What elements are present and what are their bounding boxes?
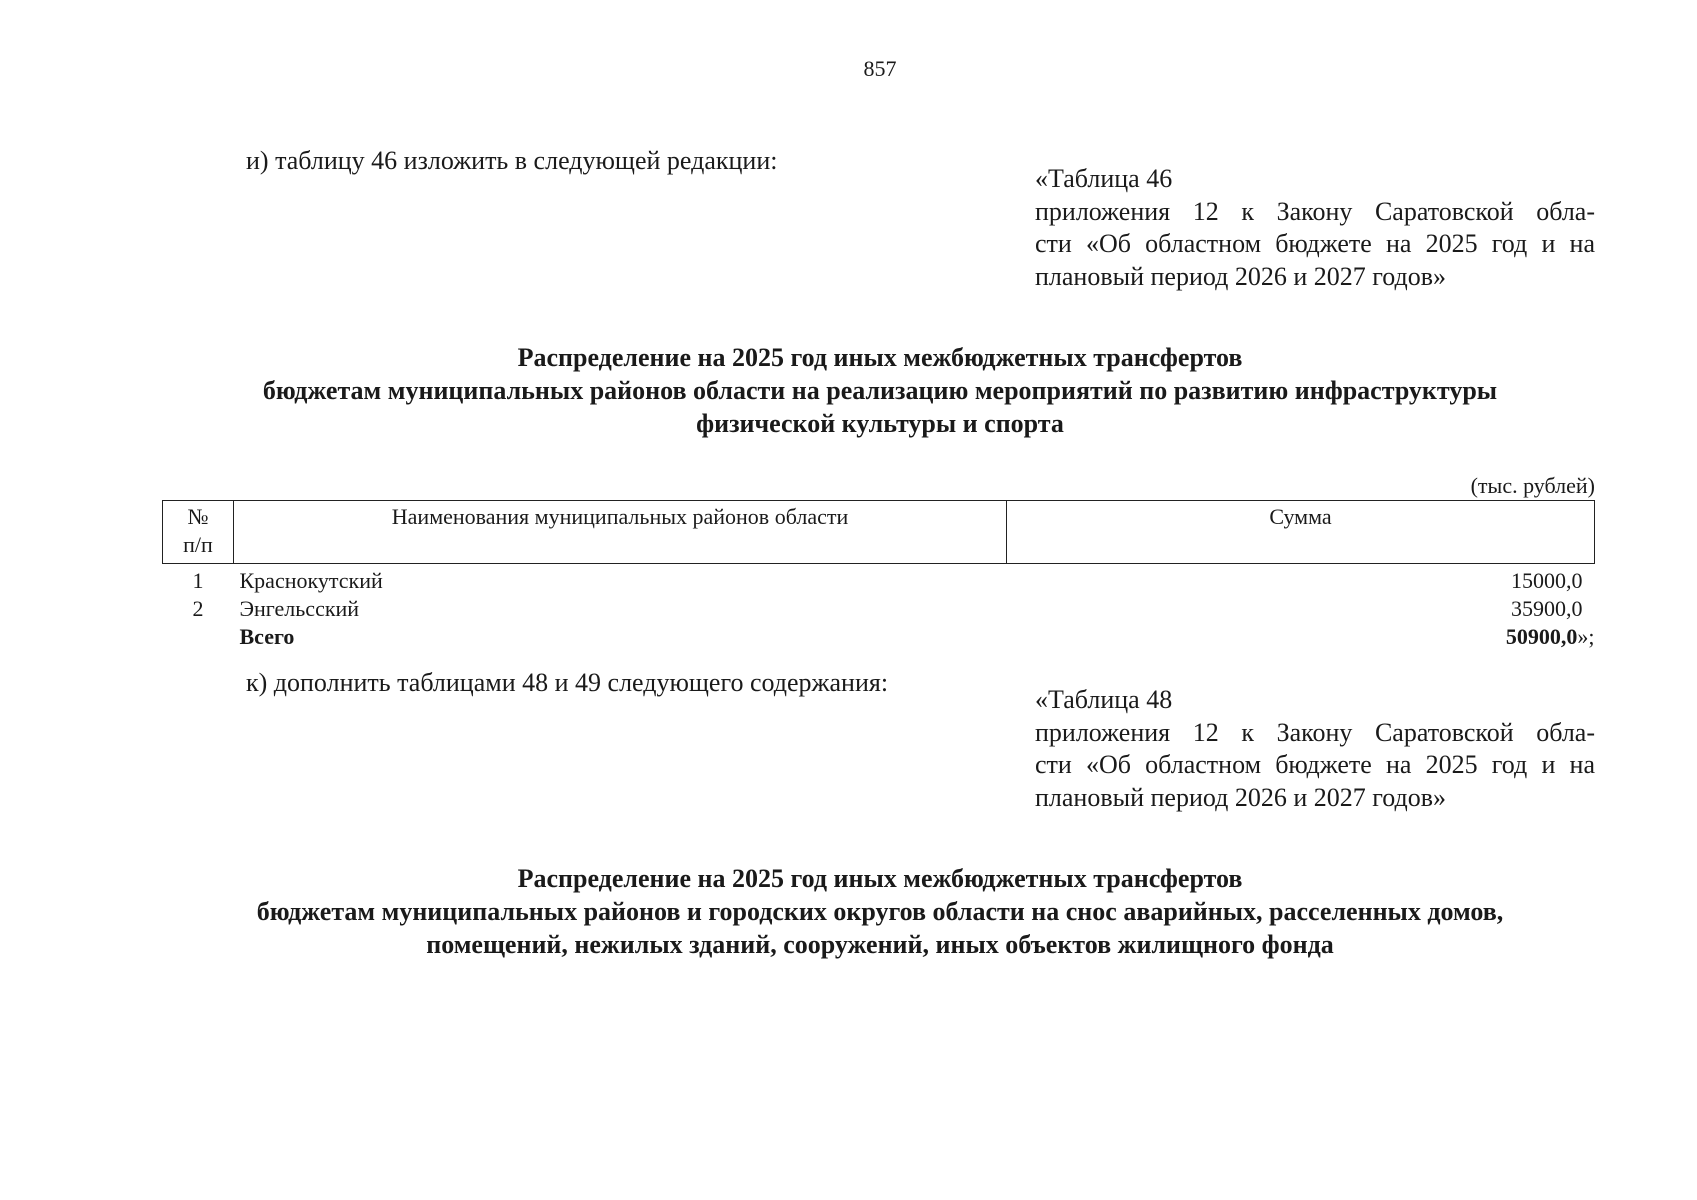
district-name: Краснокутский: [239, 568, 383, 593]
header-number-symbol: №: [187, 504, 209, 529]
row-number: 1: [192, 568, 204, 593]
appendix-note-table-46: [1035, 163, 1595, 293]
heading-line: бюджетам муниципальных районов и городских округов области на снос аварийных, расселенных домов,: [256, 897, 1504, 926]
total-number-cell: [163, 623, 234, 651]
district-sum: 35900,0: [1511, 596, 1583, 621]
heading-line: Распределение на 2025 год иных межбюджетных трансфертов: [517, 343, 1243, 372]
table-row: [163, 595, 1595, 623]
appendix-table-label: «Таблица 48: [1035, 685, 1173, 714]
heading-line: помещений, нежилых зданий, сооружений, иных объектов жилищного фонда: [426, 930, 1334, 959]
appendix-table-label: «Таблица 46: [1035, 164, 1173, 193]
header-number-abbr: п/п: [183, 532, 213, 557]
table-48-heading: [0, 862, 1697, 961]
district-name: Энгельсский: [239, 596, 360, 621]
distribution-table-46: [162, 500, 1595, 651]
table-total-row: [163, 623, 1595, 651]
row-number: 2: [192, 596, 204, 621]
total-label: Всего: [239, 624, 295, 649]
total-sum-cell: [1007, 623, 1595, 651]
appendix-line: приложения 12 к Закону Саратовской обла-: [1035, 196, 1595, 226]
header-number: [163, 501, 234, 564]
table-row: [163, 564, 1595, 596]
amendment-item-i: и) таблицу 46 изложить в следующей редакции:: [246, 146, 778, 175]
heading-line: бюджетам муниципальных районов области на реализацию мероприятий по развитию инфраструктуры: [262, 376, 1498, 405]
heading-line: Распределение на 2025 год иных межбюджетных трансфертов: [517, 864, 1243, 893]
appendix-line: сти «Об областном бюджете на 2025 год и на: [1035, 750, 1595, 779]
heading-line: физической культуры и спорта: [696, 409, 1064, 438]
appendix-line: приложения 12 к Закону Саратовской обла-: [1035, 717, 1595, 747]
appendix-note-table-48: [1035, 684, 1595, 814]
appendix-line: сти «Об областном бюджете на 2025 год и на: [1035, 229, 1595, 258]
table-header-row: [163, 501, 1595, 564]
amendment-item-k: к) дополнить таблицами 48 и 49 следующего содержания:: [246, 668, 889, 697]
district-sum: 15000,0: [1511, 568, 1583, 593]
header-sum: Сумма: [1007, 501, 1595, 564]
units-label: (тыс. рублей): [1470, 473, 1595, 498]
page-number: 857: [863, 56, 897, 81]
header-district-name: Наименования муниципальных районов области: [234, 501, 1007, 564]
total-sum: 50900,0: [1505, 624, 1578, 649]
closing-quote: »;: [1577, 624, 1595, 649]
appendix-line: плановый период 2026 и 2027 годов»: [1035, 782, 1447, 812]
table-46-heading: [0, 341, 1697, 440]
appendix-line: плановый период 2026 и 2027 годов»: [1035, 261, 1447, 291]
